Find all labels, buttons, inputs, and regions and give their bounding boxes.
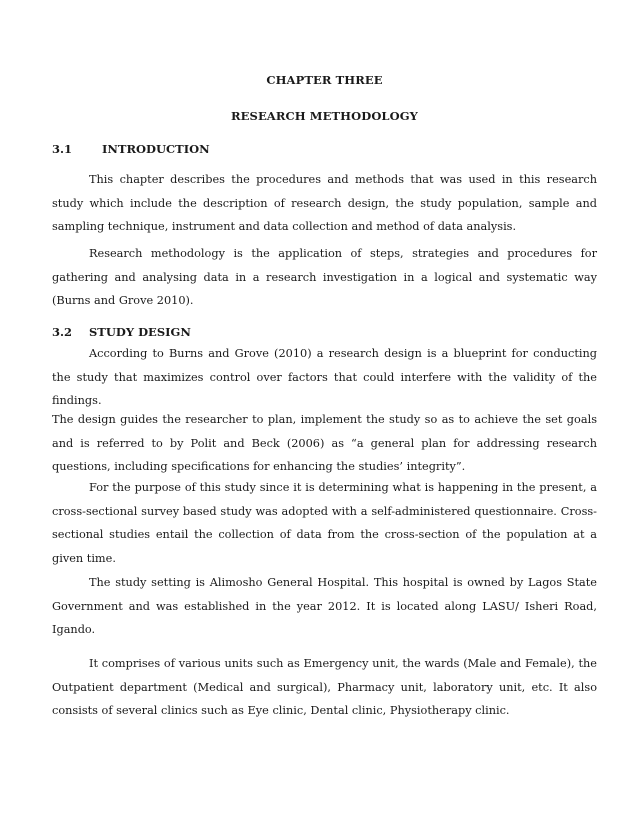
section-title: STUDY DESIGN [89, 325, 191, 339]
paragraph: This chapter describes the procedures and methods that was used in this research study which include the description of research design, the study population, sample and sampling technique, instrument and data collection and method of data analysis. [52, 173, 597, 233]
section-heading-study-design [52, 325, 191, 339]
chapter-title: CHAPTER THREE [266, 73, 383, 87]
paragraph: The design guides the researcher to plan, implement the study so as to achieve the set goals and is referred to by Polit and Beck (2006) as “a general plan for addressing research questions, including specifications for enhancing the studies’ integrity”. [52, 413, 597, 473]
document-page [52, 0, 597, 826]
section-number: 3.2 [52, 325, 73, 339]
chapter-subtitle: RESEARCH METHODOLOGY [231, 109, 418, 123]
section-heading-introduction [52, 142, 210, 156]
paragraph: Research methodology is the application of steps, strategies and procedures for gathering and analysing data in a research investigation in a logical and systematic way (Burns and Grove 2010). [52, 247, 597, 307]
section-number: 3.1 [52, 142, 73, 156]
paragraph: It comprises of various units such as Emergency unit, the wards (Male and Female), the Outpatient department (Medical and surgical), Pharmacy unit, laboratory unit, etc. It also consists of several clinics such as Eye clinic, Dental clinic, Physiotherapy clinic. [52, 657, 597, 717]
paragraph: The study setting is Alimosho General Hospital. This hospital is owned by Lagos State Government and was established in the year 2012. It is located along LASU/ Isheri Road, Igando. [52, 576, 597, 636]
paragraph: For the purpose of this study since it is determining what is happening in the present, a cross-sectional survey based study was adopted with a self-administered questionnaire. Cross-sectional studies entail the collection of data from the cross-section of the population at a given time. [52, 481, 597, 565]
section-title: INTRODUCTION [102, 142, 210, 156]
paragraph: According to Burns and Grove (2010) a research design is a blueprint for conducting the study that maximizes control over factors that could interfere with the validity of the findings. [52, 347, 597, 407]
